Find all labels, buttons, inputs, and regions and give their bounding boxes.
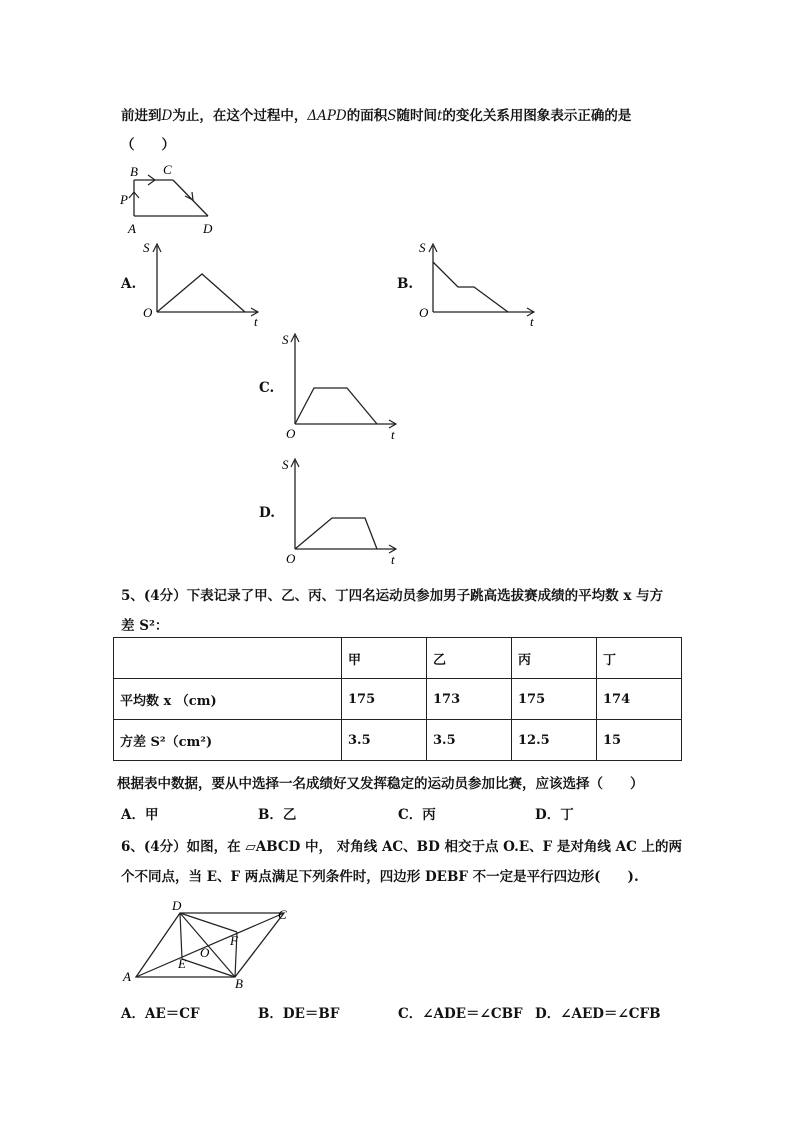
svg-text:S: S bbox=[143, 240, 150, 255]
q4-stem-line: 前进到D为止，在这个过程中，ΔAPD的面积S随时间t的变化关系用图象表示正确的是 bbox=[121, 108, 632, 124]
svg-text:t: t bbox=[391, 427, 395, 442]
q6-choice-a: A．AE＝CF bbox=[121, 1006, 200, 1022]
fig-label-A: A bbox=[128, 221, 136, 236]
q6-stem-line2: 个不同点，当 E、F 两点满足下列条件时，四边形 DEBF 不一定是平行四边形( ). bbox=[121, 869, 639, 885]
q6-choice-b: B．DE＝BF bbox=[258, 1006, 340, 1022]
svg-text:O: O bbox=[286, 551, 296, 566]
svg-text:E: E bbox=[178, 956, 186, 971]
q6-parallelogram-figure bbox=[118, 895, 298, 990]
q5-choice-b: B．乙 bbox=[258, 807, 297, 823]
svg-text:O: O bbox=[419, 305, 429, 320]
fig-label-D: D bbox=[203, 221, 213, 236]
svg-text:C: C bbox=[278, 907, 287, 922]
option-a-letter: A. bbox=[121, 276, 137, 292]
q5-choice-a: A．甲 bbox=[121, 807, 159, 823]
fig-label-B: B bbox=[130, 164, 138, 179]
option-d-graph bbox=[278, 455, 408, 567]
option-d-letter: D. bbox=[259, 505, 275, 521]
q5-stem-line1: 5、(4分）下表记录了甲、乙、丙、丁四名运动员参加男子跳高选拔赛成绩的平均数 x 与方 bbox=[121, 588, 664, 604]
q5-after-table: 根据表中数据，要从中选择一名成绩好又发挥稳定的运动员参加比赛，应该选择（ ） bbox=[117, 776, 644, 792]
svg-text:S: S bbox=[282, 457, 289, 472]
q5-stem-line2: 差 S²： bbox=[121, 618, 169, 634]
q6-choice-c: C．∠ADE＝∠CBF bbox=[398, 1006, 523, 1022]
q4-answer-paren: （ ） bbox=[121, 137, 175, 153]
svg-text:A: A bbox=[123, 969, 131, 984]
svg-text:S: S bbox=[282, 332, 289, 347]
option-c-letter: C. bbox=[259, 380, 275, 396]
q6-choice-d: D．∠AED＝∠CFB bbox=[535, 1006, 661, 1022]
svg-text:t: t bbox=[391, 552, 395, 567]
svg-text:D: D bbox=[172, 898, 182, 913]
q5-choice-c: C．丙 bbox=[398, 807, 436, 823]
table-header-row: 甲 乙 丙 丁 bbox=[114, 638, 682, 679]
svg-text:O: O bbox=[143, 305, 153, 320]
fig-label-C: C bbox=[163, 162, 172, 177]
option-c-graph bbox=[278, 330, 408, 442]
fig-label-P: P bbox=[120, 192, 128, 207]
svg-text:t: t bbox=[530, 314, 534, 329]
svg-text:S: S bbox=[419, 240, 426, 255]
svg-text:B: B bbox=[235, 976, 243, 990]
q5-choice-d: D．丁 bbox=[535, 807, 574, 823]
option-b-letter: B. bbox=[397, 276, 414, 292]
table-row: 平均数 x （cm) 175 173 175 174 bbox=[114, 679, 682, 720]
option-a-graph bbox=[140, 238, 270, 330]
option-b-graph bbox=[416, 238, 546, 330]
q6-stem-line1: 6、(4分）如图，在 ▱ABCD 中， 对角线 AC、BD 相交于点 O.E、F 是对角线 AC 上的两 bbox=[121, 839, 683, 855]
svg-text:O: O bbox=[200, 945, 210, 960]
q4-trapezoid-figure bbox=[115, 160, 225, 238]
svg-text:F: F bbox=[230, 933, 238, 948]
svg-text:O: O bbox=[286, 426, 296, 441]
q5-score-table bbox=[113, 637, 682, 761]
svg-text:t: t bbox=[254, 314, 258, 329]
table-row: 方差 S²（cm²) 3.5 3.5 12.5 15 bbox=[114, 720, 682, 761]
